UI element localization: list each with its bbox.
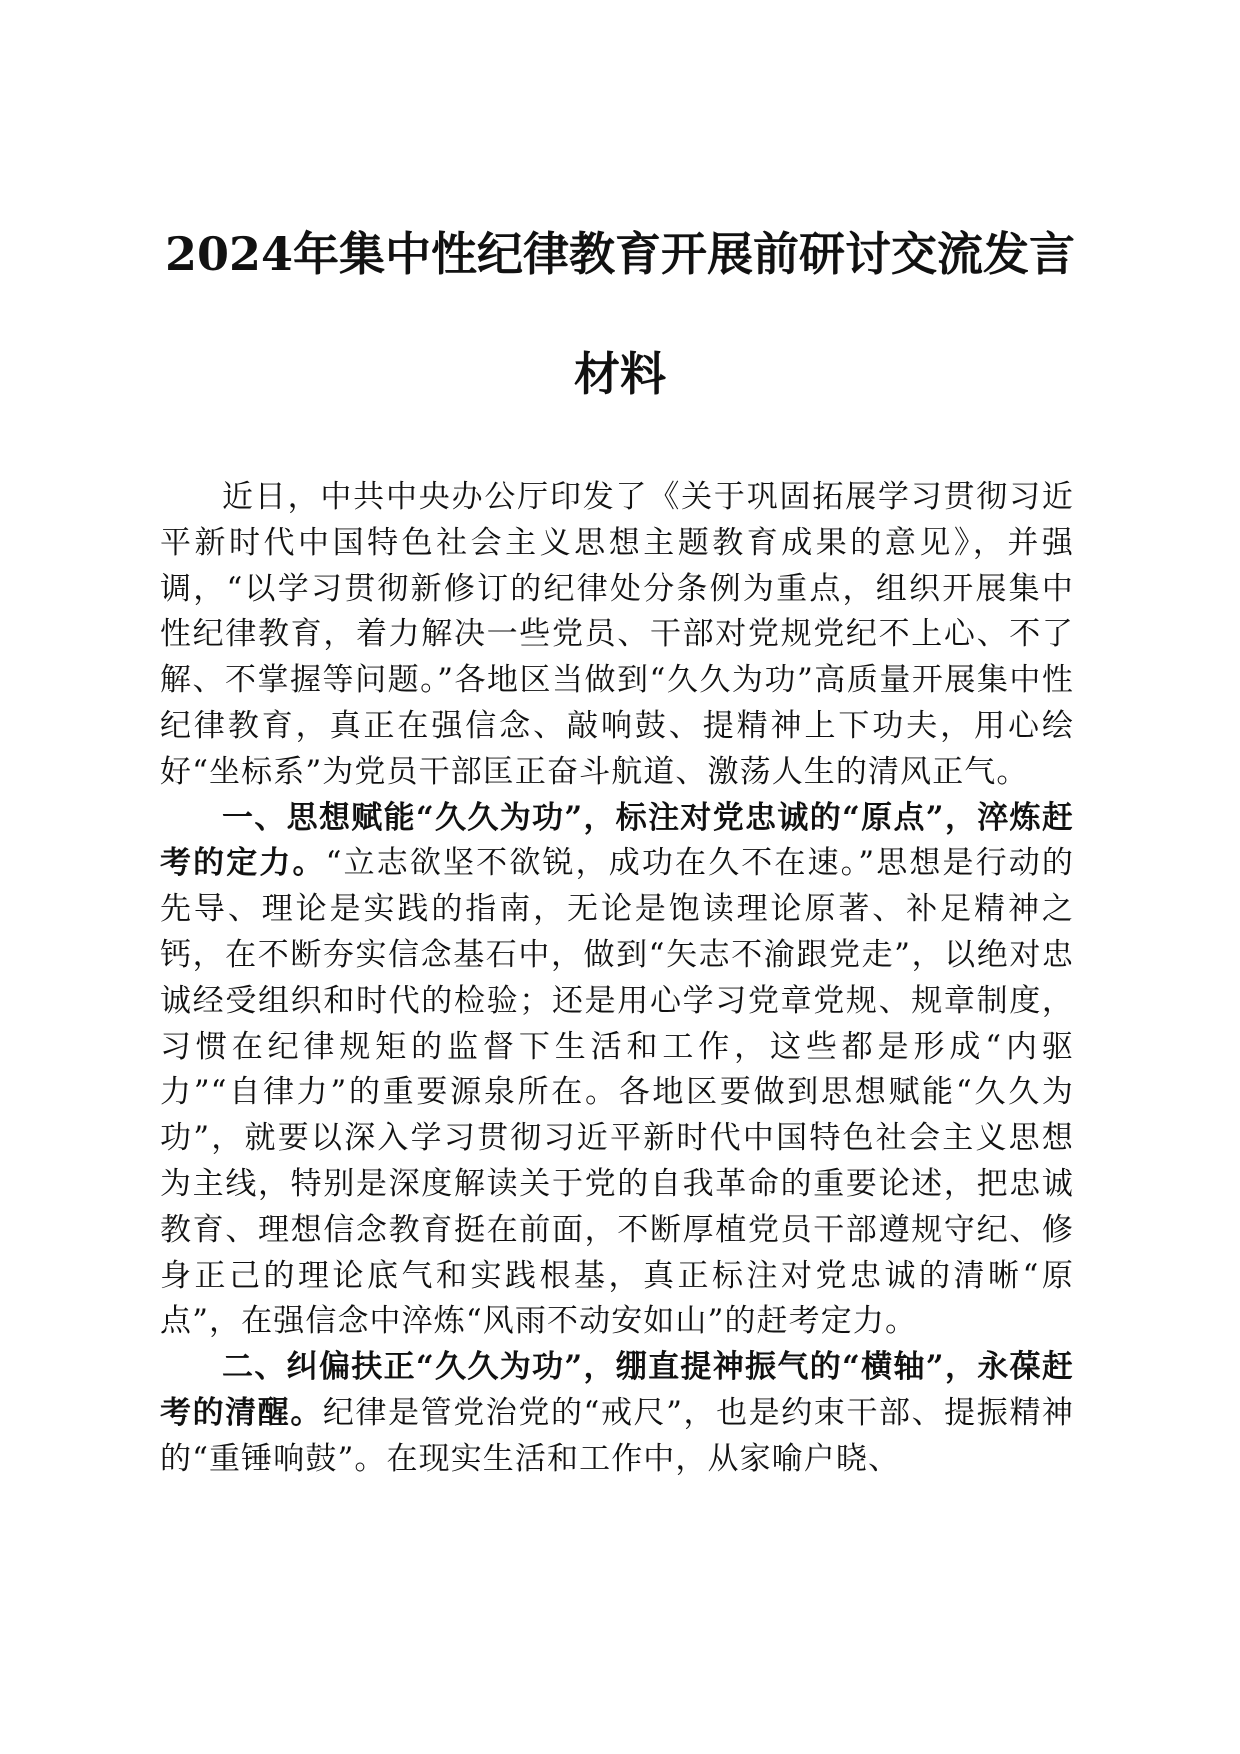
paragraph-section-1 xyxy=(160,796,1074,1346)
paragraph-text: “立志欲坚不欲锐，成功在久不在速。”思想是行动的先导、理论是实践的指南，无论是饱读理论原著、补足精神之钙，在不断夯实信念基石中，做到“矢志不渝跟党走”，以绝对忠诚经受组织和时代的检验；还是用心学习党章党规、规章制度，习惯在纪律规矩的监督下生活和工作，这些都是形成“内驱力”“自律力”的重要源泉所在。各地区要做到思想赋能“久久为功”，就要以深入学习贯彻习近平新时代中国特色社会主义思想为主线，特别是深度解读关于党的自我革命的重要论述，把忠诚教育、理想信念教育挺在前面，不断厚植党员干部遵规守纪、修身正己的理论底气和实践根基，真正标注对党忠诚的清晰“原点”，在强信念中淬炼“风雨不动安如山”的赶考定力。 xyxy=(160,845,1075,1340)
document-title-line-1: 2024年集中性纪律教育开展前研讨交流发言 xyxy=(164,227,1076,281)
section-heading-1: 一、思想赋能“久久为功”，标注对党忠诚的“原点”，淬炼赶考的定力。 xyxy=(160,799,1074,882)
paragraph-text: 近日，中共中央办公厅印发了《关于巩固拓展学习贯彻习近平新时代中国特色社会主义思想主题教育成果的意见》，并强调，“以学习贯彻新修订的纪律处分条例为重点，组织开展集中性纪律教育，着力解决一些党员、干部对党规党纪不上心、不了解、不掌握等问题。”各地区当做到“久久为功”高质量开展集中性纪律教育，真正在强信念、敲响鼓、提精神上下功夫，用心绘好“坐标系”为党员干部匡正奋斗航道、激荡人生的清风正气。 xyxy=(160,479,1074,790)
document-body xyxy=(160,475,1074,1483)
section-heading-2: 二、纠偏扶正“久久为功”，绷直提神振气的“横轴”，永葆赶考的清醒。 xyxy=(160,1349,1074,1431)
paragraph-section-2 xyxy=(160,1345,1074,1482)
paragraph-text: 纪律是管党治党的“戒尺”，也是约束干部、提振精神的“重锤响鼓”。在现实生活和工作中，从家喻户晓、 xyxy=(160,1394,1075,1477)
paragraph-intro xyxy=(160,475,1074,796)
document-title-line-2: 材料 xyxy=(574,347,666,401)
